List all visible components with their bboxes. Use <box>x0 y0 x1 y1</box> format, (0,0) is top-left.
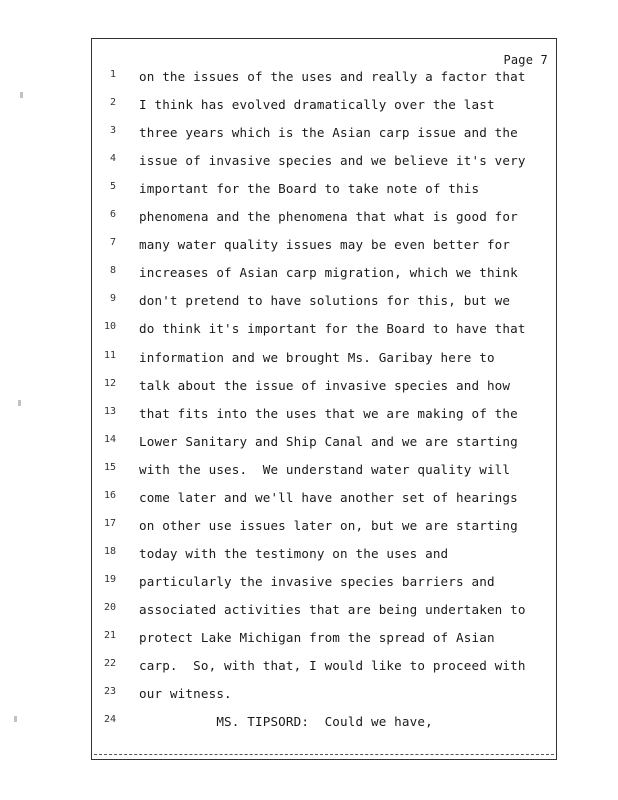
transcript-page <box>91 38 557 760</box>
transcript-line <box>92 596 556 624</box>
line-number: 20 <box>103 601 116 613</box>
line-number: 3 <box>109 125 116 137</box>
scan-speck <box>18 400 21 406</box>
transcript-line <box>92 203 556 231</box>
transcript-line <box>92 484 556 512</box>
line-number: 19 <box>103 573 116 585</box>
transcript-line <box>92 400 556 428</box>
line-text: do think it's important for the Board to have that <box>139 321 526 337</box>
line-text: on other use issues later on, but we are starting <box>139 517 518 533</box>
line-text: associated activities that are being undertaken to <box>139 601 526 617</box>
transcript-line <box>92 287 556 315</box>
line-number: 4 <box>109 153 116 165</box>
line-number: 17 <box>103 517 116 529</box>
line-number: 6 <box>109 209 116 221</box>
line-number: 13 <box>103 405 116 417</box>
line-text: talk about the issue of invasive species and how <box>139 377 511 393</box>
transcript-line <box>92 456 556 484</box>
line-number: 23 <box>103 686 116 698</box>
line-text: carp. So, with that, I would like to proceed with <box>139 658 526 674</box>
line-number: 18 <box>103 545 116 557</box>
line-text: come later and we'll have another set of hearings <box>139 489 518 505</box>
line-text: on the issues of the uses and really a factor that <box>139 69 526 84</box>
line-text: particularly the invasive species barriers and <box>139 573 495 589</box>
transcript-line <box>92 708 556 736</box>
line-number: 22 <box>103 658 116 670</box>
transcript-line <box>92 63 556 91</box>
transcript-line <box>92 680 556 708</box>
line-text: our witness. <box>139 686 232 702</box>
line-number: 21 <box>103 630 116 641</box>
line-number: 12 <box>103 377 116 389</box>
line-text: protect Lake Michigan from the spread of Asian <box>139 630 495 645</box>
transcript-line <box>92 91 556 119</box>
line-number: 14 <box>103 433 116 445</box>
line-number: 2 <box>109 97 116 109</box>
transcript-line <box>92 568 556 596</box>
line-text: MS. TIPSORD: Could we have, <box>139 714 433 730</box>
line-text: I think has evolved dramatically over the last <box>139 97 495 113</box>
bottom-rule <box>94 754 554 755</box>
line-number: 8 <box>109 265 116 277</box>
line-number: 7 <box>109 237 116 249</box>
line-number: 11 <box>103 349 116 361</box>
line-text: don't pretend to have solutions for this, but we <box>139 293 511 309</box>
line-number: 16 <box>103 489 116 501</box>
transcript-line <box>92 428 556 456</box>
line-text: phenomena and the phenomena that what is good for <box>139 209 518 225</box>
line-text: many water quality issues may be even better for <box>139 237 511 253</box>
line-text: important for the Board to take note of this <box>139 181 480 197</box>
line-text: with the uses. We understand water quality will <box>139 461 511 477</box>
transcript-line <box>92 540 556 568</box>
transcript-line <box>92 231 556 259</box>
transcript-line <box>92 344 556 372</box>
line-text: that fits into the uses that we are making of the <box>139 405 518 421</box>
scan-speck <box>14 716 17 722</box>
line-text: increases of Asian carp migration, which we think <box>139 265 518 281</box>
transcript-line <box>92 315 556 343</box>
line-text: information and we brought Ms. Garibay here to <box>139 349 495 365</box>
transcript-line <box>92 624 556 652</box>
transcript-line <box>92 175 556 203</box>
line-number: 15 <box>103 461 116 473</box>
transcript-line <box>92 147 556 175</box>
transcript-line <box>92 652 556 680</box>
line-text: today with the testimony on the uses and <box>139 545 449 561</box>
line-number: 10 <box>103 321 116 333</box>
transcript-line <box>92 512 556 540</box>
line-text: issue of invasive species and we believe it's very <box>139 153 526 169</box>
transcript-line <box>92 119 556 147</box>
line-number: 9 <box>109 293 116 305</box>
line-number: 24 <box>103 714 116 726</box>
line-text: three years which is the Asian carp issue and the <box>139 125 518 141</box>
page-number: Page 7 <box>503 53 548 67</box>
line-number: 1 <box>109 69 116 80</box>
scan-speck <box>20 92 23 98</box>
transcript-line <box>92 259 556 287</box>
transcript-line <box>92 372 556 400</box>
line-text: Lower Sanitary and Ship Canal and we are starting <box>139 433 518 449</box>
line-number: 5 <box>109 181 116 193</box>
